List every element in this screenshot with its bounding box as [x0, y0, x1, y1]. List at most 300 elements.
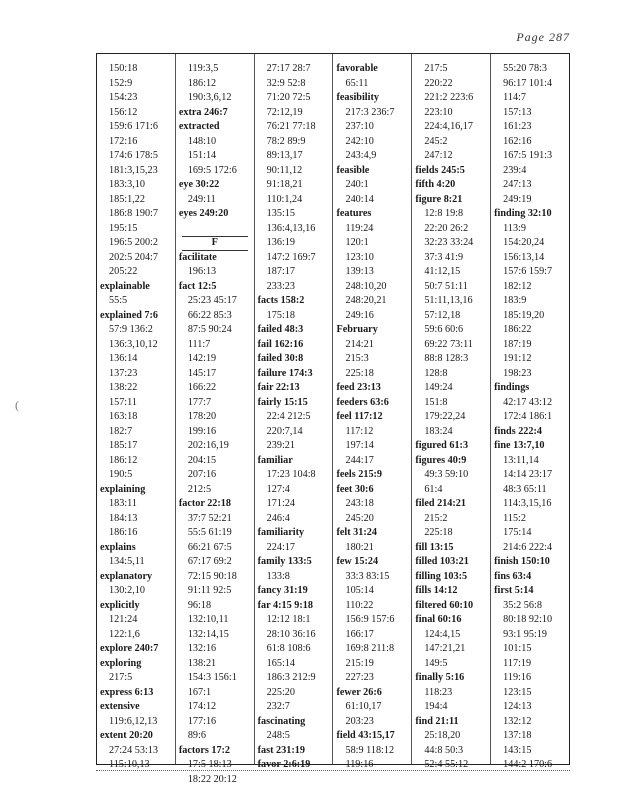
index-term: feet 30:6 — [336, 483, 374, 495]
page-reference: 184:13 — [109, 512, 138, 524]
page-reference: 239:4 — [503, 164, 527, 176]
page-reference: 223:10 — [424, 106, 453, 118]
page-reference: 243:18 — [345, 498, 374, 509]
page-reference: 33:3 83:15 — [345, 570, 390, 582]
page-reference: 37:3 41:9 — [424, 251, 464, 263]
page-reference: 117:12 — [345, 425, 374, 437]
page-reference: 52:4 55:12 — [424, 759, 469, 770]
index-term: explanatory — [100, 570, 153, 582]
page-reference: 159:6 171:6 — [109, 121, 158, 132]
page-reference: 119:24 — [345, 222, 374, 234]
page-reference: 144:2 170:6 — [503, 759, 553, 770]
page-reference: 237:10 — [345, 121, 374, 132]
page-reference: 27:24 53:13 — [109, 744, 158, 756]
page-reference: 166:22 — [187, 382, 217, 393]
index-term: fascinating — [257, 715, 306, 727]
page-reference: 127:4 — [266, 483, 290, 495]
page-reference: 240:1 — [345, 179, 369, 190]
index-term: far 4:15 9:18 — [257, 599, 313, 611]
page-reference: 124:13 — [503, 701, 532, 712]
page-reference: 185:17 — [109, 440, 138, 451]
page-reference: 145:17 — [187, 367, 217, 379]
index-term: final 60:16 — [415, 614, 462, 625]
index-term: exploring — [100, 657, 142, 669]
index-term: fewer 26:6 — [336, 686, 382, 698]
index-column-3 — [254, 54, 333, 770]
page-reference: 78:2 89:9 — [266, 135, 306, 147]
page-reference: 101:15 — [503, 643, 532, 654]
page-reference: 186:12 — [187, 77, 217, 89]
index-term: extra 246:7 — [178, 106, 228, 118]
page-reference: 220:7,14 — [266, 425, 303, 437]
page-reference: 190:3,6,12 — [187, 92, 232, 103]
index-column-5 — [411, 54, 490, 770]
page-reference: 50:7 51:11 — [424, 280, 468, 292]
page-reference: 212:5 — [187, 483, 212, 495]
page-reference: 186:16 — [109, 527, 138, 538]
page-reference: 225:20 — [266, 686, 295, 698]
page-reference: 41:12,15 — [424, 266, 461, 277]
index-column-2 — [175, 54, 254, 785]
page-reference: 72:15 90:18 — [187, 570, 237, 582]
page-reference: 72:12,19 — [266, 106, 303, 118]
page-reference: 132:16 — [187, 643, 217, 654]
page-reference: 220:22 — [424, 77, 453, 89]
page-reference: 91:11 92:5 — [187, 585, 232, 596]
page-reference: 119:16 — [503, 672, 532, 683]
page-reference: 132:12 — [503, 715, 532, 727]
index-term: failed 30:8 — [257, 353, 304, 364]
page-reference: 71:20 72:5 — [266, 92, 311, 103]
page-reference: 224:17 — [266, 541, 295, 553]
page-reference: 17:23 104:8 — [266, 469, 316, 480]
page-reference: 243:4,9 — [345, 150, 377, 161]
index-term: explicitly — [100, 599, 140, 611]
page-reference: 93:1 95:19 — [503, 628, 548, 640]
page-reference: 142:19 — [187, 353, 217, 364]
index-term: family 133:5 — [257, 556, 312, 567]
page-reference: 224:4,16,17 — [424, 121, 473, 132]
page-reference: 191:12 — [503, 353, 532, 364]
page-reference: 61:8 108:6 — [266, 643, 311, 654]
page-reference: 32:23 33:24 — [424, 237, 474, 248]
page-reference: 136:19 — [266, 237, 295, 248]
page-reference: 215:19 — [345, 657, 374, 669]
page-reference: 55:5 61:19 — [187, 527, 232, 538]
page-reference: 13:11,14 — [503, 454, 539, 466]
index-term: finish 150:10 — [494, 556, 550, 567]
page-reference: 186:8 190:7 — [109, 208, 158, 219]
page-reference: 27:17 28:7 — [266, 63, 311, 74]
page-reference: 172:4 186:1 — [503, 411, 553, 422]
index-term: fills 14:12 — [415, 585, 458, 596]
index-term: feel 117:12 — [336, 411, 383, 422]
page-reference: 163:18 — [109, 411, 138, 422]
page-reference: 124:4,15 — [424, 628, 461, 640]
index-term: finds 222:4 — [494, 425, 542, 437]
page-reference: 69:22 73:11 — [424, 338, 473, 350]
margin-mark: ( — [15, 398, 19, 412]
page-reference: 190:5 — [109, 469, 133, 480]
page-reference: 51:11,13,16 — [424, 295, 473, 306]
index-term: fair 22:13 — [257, 382, 300, 393]
index-term: figured 61:3 — [415, 440, 469, 451]
page-reference: 57:9 136:2 — [109, 324, 153, 335]
index-term: filed 214:21 — [415, 498, 466, 509]
page-reference: 44:8 50:3 — [424, 744, 464, 756]
index-term: extent 20:20 — [100, 730, 153, 741]
index-term: familiarity — [257, 527, 305, 538]
page-reference: 196:5 200:2 — [109, 237, 158, 248]
page-reference: 203:23 — [345, 715, 374, 727]
index-term: fact 12:5 — [178, 280, 217, 292]
page-reference: 221:2 223:6 — [424, 92, 474, 103]
index-term: February — [336, 324, 378, 335]
page-reference: 134:5,11 — [109, 556, 145, 567]
page-reference: 88:8 128:3 — [424, 353, 469, 364]
page-reference: 214:21 — [345, 338, 374, 350]
page-reference: 120:1 — [345, 237, 369, 248]
page-reference: 182:7 — [109, 425, 133, 437]
page-reference: 162:16 — [503, 135, 532, 147]
page-reference: 87:5 90:24 — [187, 324, 232, 335]
page-reference: 171:24 — [266, 498, 295, 509]
index-term: fields 245:5 — [415, 164, 465, 176]
index-term: feels 215:9 — [336, 469, 383, 480]
page-reference: 133:8 — [266, 570, 290, 582]
page-reference: 149:24 — [424, 382, 453, 393]
page-reference: 178:20 — [187, 411, 217, 422]
page-reference: 25:23 45:17 — [187, 295, 237, 306]
page-reference: 137:18 — [503, 730, 532, 741]
index-term: few 15:24 — [336, 556, 379, 567]
index-term: feasibility — [336, 92, 379, 103]
page-reference: 59:6 60:6 — [424, 324, 464, 335]
page-reference: 215:2 — [424, 512, 448, 524]
page-reference: 66:22 85:3 — [187, 309, 232, 321]
page-reference: 249:19 — [503, 193, 532, 205]
page-reference: 172:16 — [109, 135, 138, 147]
page-reference: 198:23 — [503, 367, 532, 379]
page-reference: 195:15 — [109, 222, 138, 234]
page-reference: 118:23 — [424, 686, 453, 698]
page-reference: 197:14 — [345, 440, 374, 451]
index-term: extensive — [100, 701, 140, 712]
index-term: fins 63:4 — [494, 570, 532, 582]
page-reference: 12:12 18:1 — [266, 614, 311, 625]
page-reference: 42:17 43:12 — [503, 396, 553, 408]
page-reference: 217:3 236:7 — [345, 106, 395, 118]
index-term: factors 17:2 — [178, 744, 231, 756]
page-reference: 37:7 52:21 — [187, 512, 232, 524]
page-reference: 166:17 — [345, 628, 374, 640]
page-reference: 214:6 222:4 — [503, 541, 553, 553]
page-reference: 186:22 — [503, 324, 532, 335]
page-reference: 187:19 — [503, 338, 532, 350]
page-reference: 157:13 — [503, 106, 532, 118]
page-reference: 187:17 — [266, 266, 295, 277]
page-reference: 128:8 — [424, 367, 448, 379]
page-reference: 167:5 191:3 — [503, 150, 553, 161]
page-reference: 186:3 212:9 — [266, 672, 316, 683]
page-reference: 165:14 — [266, 657, 295, 669]
page-reference: 12:8 19:8 — [424, 208, 464, 219]
page-reference: 247:13 — [503, 179, 532, 190]
page-reference: 55:5 — [109, 295, 128, 306]
page-reference: 138:21 — [187, 657, 217, 669]
page-reference: 49:3 59:10 — [424, 469, 469, 480]
page-reference: 154:3 156:1 — [187, 672, 237, 683]
page-reference: 156:9 157:6 — [345, 614, 395, 625]
page-reference: 17:5 18:13 — [187, 759, 232, 770]
footer-rule — [96, 770, 570, 771]
page-reference: 61:4 — [424, 483, 443, 495]
index-term: eyes 249:20 — [178, 208, 229, 219]
page-reference: 194:4 — [424, 701, 448, 712]
index-term: failure 174:3 — [257, 367, 313, 379]
page-reference: 110:22 — [345, 599, 374, 611]
page-reference: 245:2 — [424, 135, 448, 147]
index-column-6 — [490, 54, 569, 770]
index-term: feed 23:13 — [336, 382, 381, 393]
index-term: fill 13:15 — [415, 541, 454, 553]
page-reference: 115:10,13 — [109, 759, 150, 770]
page-reference: 65:11 — [345, 77, 369, 89]
spacer — [176, 222, 254, 237]
page-reference: 207:16 — [187, 469, 217, 480]
index-term: first 5:14 — [494, 585, 534, 596]
page-reference: 110:1,24 — [266, 193, 303, 205]
page-reference: 156:12 — [109, 106, 138, 118]
index-term: filling 103:5 — [415, 570, 468, 582]
page-reference: 182:12 — [503, 280, 532, 292]
page-reference: 183:3,10 — [109, 179, 145, 190]
page-reference: 18:22 20:12 — [187, 773, 237, 785]
page-reference: 114:7 — [503, 92, 526, 103]
page-reference: 135:15 — [266, 208, 295, 219]
index-term: extracted — [178, 121, 220, 132]
page-reference: 132:10,11 — [187, 614, 229, 625]
page-reference: 58:9 118:12 — [345, 744, 395, 756]
page-reference: 130:2,10 — [109, 585, 145, 596]
index-term: figures 40:9 — [415, 454, 467, 466]
page-reference: 244:17 — [345, 454, 374, 466]
page-reference: 148:10 — [187, 135, 217, 147]
page-reference: 123:10 — [345, 251, 374, 263]
page-reference: 175:18 — [266, 309, 295, 321]
page-reference: 76:21 77:18 — [266, 121, 316, 132]
index-term: explained 7:6 — [100, 309, 159, 321]
index-term: find 21:11 — [415, 715, 459, 727]
page-reference: 179:22,24 — [424, 411, 466, 422]
page-reference: 114:3,15,16 — [503, 498, 552, 509]
page-reference: 152:9 — [109, 77, 133, 89]
page-reference: 248:10,20 — [345, 280, 387, 292]
page-reference: 225:18 — [424, 527, 453, 538]
page-reference: 217:5 — [424, 63, 448, 74]
page-reference: 232:7 — [266, 701, 290, 712]
index-term: fine 13:7,10 — [494, 440, 545, 451]
page-reference: 119:3,5 — [187, 63, 219, 74]
page-reference: 66:21 67:5 — [187, 541, 232, 553]
page-reference: 138:22 — [109, 382, 138, 393]
page-reference: 25:18,20 — [424, 730, 461, 741]
index-term: finding 32:10 — [494, 208, 552, 219]
index-term: express 6:13 — [100, 686, 154, 698]
page-reference: 154:23 — [109, 92, 138, 103]
index-term: finally 5:16 — [415, 672, 465, 683]
page-reference: 96:17 101:4 — [503, 77, 553, 89]
page-reference: 240:14 — [345, 193, 374, 205]
index-term: fairly 15:15 — [257, 396, 308, 408]
page-reference: 28:10 36:16 — [266, 628, 316, 640]
page-reference: 119:16 — [345, 759, 374, 770]
page-reference: 139:13 — [345, 266, 374, 277]
index-term: explore 240:7 — [100, 643, 159, 654]
page-reference: 183:24 — [424, 425, 453, 437]
index-term: factor 22:18 — [178, 498, 231, 509]
page-reference: 227:23 — [345, 672, 374, 683]
page-reference: 181:3,15,23 — [109, 164, 158, 176]
page-reference: 55:20 78:3 — [503, 63, 548, 74]
page-reference: 202:16,19 — [187, 440, 229, 451]
index-term: eye 30:22 — [178, 179, 220, 190]
page-reference: 175:14 — [503, 527, 532, 538]
page-reference: 180:21 — [345, 541, 374, 553]
page-reference: 117:19 — [503, 657, 532, 669]
page-reference: 119:6,12,13 — [109, 715, 158, 727]
page-reference: 121:24 — [109, 614, 138, 625]
page-reference: 177:7 — [187, 396, 212, 408]
page-reference: 199:16 — [187, 425, 217, 437]
page-reference: 89:6 — [187, 730, 206, 741]
page-reference: 183:11 — [109, 498, 137, 509]
page-reference: 249:11 — [187, 193, 216, 205]
index-term: facilitate — [178, 251, 217, 263]
page-reference: 247:12 — [424, 150, 453, 161]
index-term: features — [336, 208, 372, 219]
page-reference: 248:20,21 — [345, 295, 387, 306]
page-reference: 185:1,22 — [109, 193, 145, 205]
page-reference: 239:21 — [266, 440, 295, 451]
page-reference: 169:8 211:8 — [345, 643, 395, 654]
page-reference: 242:10 — [345, 135, 374, 147]
page-reference: 185:19,20 — [503, 309, 545, 321]
index-term: field 43:15,17 — [336, 730, 395, 741]
page-reference: 249:16 — [345, 309, 374, 321]
page-reference: 96:18 — [187, 599, 212, 611]
page-reference: 233:23 — [266, 280, 295, 292]
page-reference: 137:23 — [109, 367, 138, 379]
page-reference: 174:6 178:5 — [109, 150, 158, 161]
index-term: fail 162:16 — [257, 338, 304, 350]
page-reference: 169:5 172:6 — [187, 164, 237, 176]
index-column-4 — [332, 54, 411, 770]
index-term: explaining — [100, 483, 146, 495]
page-reference: 157:6 159:7 — [503, 266, 553, 277]
page-reference: 151:14 — [187, 150, 217, 161]
page-reference: 174:12 — [187, 701, 217, 712]
page-reference: 136:4,13,16 — [266, 222, 316, 234]
page-reference: 149:5 — [424, 657, 448, 669]
page-reference: 246:4 — [266, 512, 290, 524]
index-term: feasible — [336, 164, 370, 176]
page-reference: 90:11,12 — [266, 164, 303, 176]
index-term: fifth 4:20 — [415, 179, 456, 190]
page-reference: 217:5 — [109, 672, 133, 683]
page-reference: 32:9 52:8 — [266, 77, 306, 89]
page-reference: 48:3 65:11 — [503, 483, 547, 495]
page-reference: 22:4 212:5 — [266, 411, 311, 422]
page-reference: 167:1 — [187, 686, 212, 698]
page-reference: 113:9 — [503, 222, 526, 234]
page-reference: 151:8 — [424, 396, 448, 408]
page-reference: 161:23 — [503, 121, 532, 132]
page-reference: 215:3 — [345, 353, 369, 364]
page-reference: 202:5 204:7 — [109, 251, 158, 263]
index-term: favorable — [336, 63, 378, 74]
page-reference: 80:18 92:10 — [503, 614, 553, 625]
page-reference: 150:18 — [109, 63, 138, 74]
index-term: fancy 31:19 — [257, 585, 308, 596]
index-term: fast 231:19 — [257, 744, 305, 756]
page-reference: 132:14,15 — [187, 628, 229, 640]
section-letter: F — [182, 236, 248, 251]
page-reference: 122:1,6 — [109, 628, 140, 640]
page-reference: 61:10,17 — [345, 701, 382, 712]
page-reference: 154:20,24 — [503, 237, 545, 248]
index-term: explains — [100, 541, 136, 553]
page-reference: 204:15 — [187, 454, 217, 466]
index-term: familiar — [257, 454, 293, 466]
page-reference: 111:7 — [187, 338, 211, 350]
page-reference: 183:9 — [503, 295, 527, 306]
index-term: facts 158:2 — [257, 295, 305, 306]
index-term: figure 8:21 — [415, 193, 463, 205]
page-reference: 57:12,18 — [424, 309, 461, 321]
page-reference: 177:16 — [187, 715, 217, 727]
page-reference: 147:21,21 — [424, 643, 466, 654]
page-reference: 89:13,17 — [266, 150, 303, 161]
index-term: feeders 63:6 — [336, 396, 389, 408]
index-term: explainable — [100, 280, 150, 292]
page-reference: 136:14 — [109, 353, 138, 364]
page-reference: 136:3,10,12 — [109, 338, 158, 350]
page-reference: 186:12 — [109, 454, 138, 466]
index-term: failed 48:3 — [257, 324, 304, 335]
page-reference: 156:13,14 — [503, 251, 545, 263]
page-reference: 14:14 23:17 — [503, 469, 553, 480]
page-reference: 147:2 169:7 — [266, 251, 316, 263]
index-term: felt 31:24 — [336, 527, 377, 538]
page-reference: 22:20 26:2 — [424, 222, 469, 234]
page-reference: 123:15 — [503, 686, 532, 698]
word-index-table — [96, 53, 570, 785]
page-reference: 115:2 — [503, 512, 526, 524]
page-reference: 143:15 — [503, 744, 532, 756]
index-column-1 — [97, 54, 175, 770]
page-number: Page 287 — [516, 30, 570, 44]
page-reference: 157:11 — [109, 396, 137, 408]
page-reference: 35:2 56:8 — [503, 599, 542, 611]
page-reference: 205:22 — [109, 266, 138, 277]
index-term: filled 103:21 — [415, 556, 469, 567]
page-reference: 196:13 — [187, 266, 217, 277]
index-term: findings — [494, 382, 530, 393]
page-reference: 225:18 — [345, 367, 374, 379]
page-reference: 105:14 — [345, 585, 374, 596]
page-reference: 248:5 — [266, 730, 290, 741]
